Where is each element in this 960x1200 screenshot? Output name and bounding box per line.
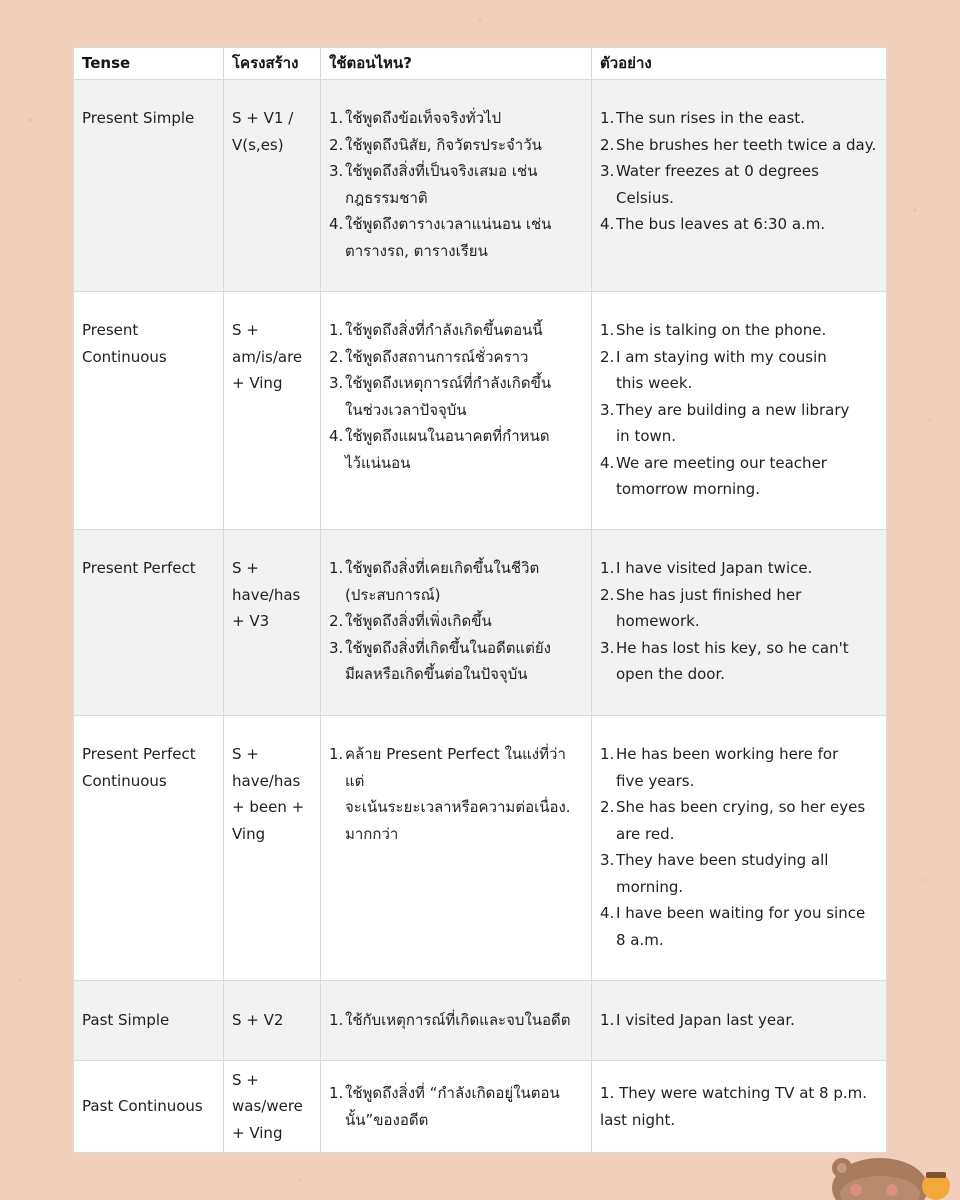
- table-row: [74, 981, 887, 1061]
- list-item-text: ใช้พูดถึงนิสัย, กิจวัตรประจำวัน: [345, 135, 542, 154]
- table-row: [74, 1061, 887, 1153]
- tense-cell: [74, 292, 224, 530]
- list-item-text: ใช้กับเหตุการณ์ที่เกิดและจบในอดีต: [345, 1011, 571, 1030]
- examples-cell: [592, 292, 887, 530]
- list-item-number: 2.: [600, 585, 615, 604]
- list-item-text: ใช้พูดถึงสิ่งที่เพิ่งเกิดขึ้น: [345, 612, 492, 630]
- list-item: [329, 344, 583, 371]
- usage-cell: [321, 530, 592, 716]
- list-item-text: I am staying with my cousin this week.: [616, 347, 827, 392]
- list-item: [600, 132, 878, 159]
- list-item-number: 2.: [600, 798, 615, 816]
- list-item: [600, 105, 878, 132]
- list-item: [600, 582, 878, 635]
- structure-cell: [224, 80, 321, 292]
- list-item-text: She is talking on the phone.: [616, 321, 827, 339]
- list-item: [600, 397, 878, 450]
- list-item-text: Water freezes at 0 degrees Celsius.: [616, 162, 819, 207]
- list-item-text: She brushes her teeth twice a day.: [616, 135, 877, 154]
- list-item-text: The bus leaves at 6:30 a.m.: [616, 215, 826, 233]
- list-item-number: 1.: [329, 1011, 344, 1030]
- examples-cell: [592, 530, 887, 716]
- structure-cell-text: S + V2: [232, 1011, 284, 1030]
- list-item: [329, 105, 583, 132]
- usage-cell: [321, 292, 592, 530]
- tense-cell: [74, 716, 224, 981]
- table-row: [74, 292, 887, 530]
- list-item-number: 2.: [600, 347, 615, 366]
- tense-table: [73, 47, 887, 1153]
- list-item: [600, 1080, 878, 1133]
- list-item-number: 3.: [600, 638, 615, 657]
- list-item-number: 4.: [600, 453, 615, 472]
- list-item-text: She has been crying, so her eyes are red.: [616, 798, 866, 843]
- examples-list: [600, 1080, 878, 1133]
- tense-cell-text: Present Perfect Continuous: [82, 745, 196, 790]
- list-item: [329, 317, 583, 344]
- list-item-number: 3.: [329, 638, 344, 657]
- usage-list: [329, 105, 583, 264]
- list-item: [329, 555, 583, 608]
- list-item: [329, 158, 583, 211]
- list-item: [329, 370, 583, 423]
- list-item-number: 2.: [329, 135, 344, 154]
- list-item-number: 1.: [329, 559, 344, 577]
- list-item-number: 1.: [600, 109, 615, 127]
- list-item-text: He has lost his key, so he can't open the door.: [616, 638, 849, 683]
- list-item-number: 3.: [329, 162, 344, 180]
- list-item: [329, 635, 583, 688]
- list-item-number: 1.: [600, 321, 615, 339]
- list-item: [329, 423, 583, 476]
- list-item-number: 2.: [329, 612, 344, 630]
- structure-cell: [224, 530, 321, 716]
- list-item: [600, 847, 878, 900]
- structure-cell: [224, 1061, 321, 1153]
- list-item-text: ใช้พูดถึงสถานการณ์ชั่วคราว: [345, 347, 529, 366]
- list-item-text: ใช้พูดถึงแผนในอนาคตที่กำหนด ไว้แน่นอน: [345, 427, 550, 472]
- list-item-number: 2.: [600, 135, 615, 154]
- tense-cell: [74, 80, 224, 292]
- usage-cell: [321, 981, 592, 1061]
- list-item-number: 2.: [329, 347, 344, 366]
- examples-cell: [592, 716, 887, 981]
- usage-cell: [321, 716, 592, 981]
- list-item-text: ใช้พูดถึงสิ่งที่กำลังเกิดขึ้นตอนนี้: [345, 321, 543, 339]
- list-item-text: 1. They were watching TV at 8 p.m. last night.: [600, 1084, 868, 1129]
- list-item-number: 1.: [329, 109, 344, 127]
- list-item-number: 3.: [329, 374, 344, 392]
- list-item-text: They have been studying all morning.: [616, 851, 829, 896]
- table-row: [74, 530, 887, 716]
- list-item: [600, 211, 878, 238]
- list-item-text: He has been working here for five years.: [616, 745, 839, 790]
- structure-cell: [224, 981, 321, 1061]
- list-item: [600, 741, 878, 794]
- list-item-text: The sun rises in the east.: [616, 109, 805, 127]
- list-item-number: 1.: [329, 745, 344, 763]
- structure-cell: [224, 292, 321, 530]
- tense-sheet: [73, 47, 886, 1152]
- tense-cell-text: Present Simple: [82, 109, 195, 127]
- list-item: [329, 1007, 583, 1034]
- list-item: [329, 211, 583, 264]
- list-item: [329, 132, 583, 159]
- list-item-text: ใช้พูดถึงสิ่งที่เป็นจริงเสมอ เช่น กฎธรรมชาติ: [345, 162, 538, 207]
- list-item-text: ใช้พูดถึงสิ่งที่เกิดขึ้นในอดีตแต่ยัง มีผลหรือเกิดขึ้นต่อในปัจจุบัน: [345, 638, 551, 683]
- header-tense: Tense: [74, 48, 224, 80]
- list-item-number: 3.: [600, 162, 615, 180]
- header-usage: ใช้ตอนไหน?: [321, 48, 592, 80]
- header-structure: โครงสร้าง: [224, 48, 321, 80]
- list-item: [600, 158, 878, 211]
- list-item-text: ใช้พูดถึงตารางเวลาแน่นอน เช่น ตารางรถ, ตารางเรียน: [345, 215, 552, 260]
- list-item-number: 1.: [329, 1084, 344, 1102]
- list-item-number: 1.: [600, 559, 615, 577]
- tense-cell-text: Past Simple: [82, 1011, 170, 1030]
- usage-list: [329, 1007, 583, 1034]
- list-item: [600, 450, 878, 503]
- list-item: [600, 1007, 878, 1034]
- header-row: [74, 48, 887, 80]
- structure-cell-text: S + have/has + been + Ving: [232, 745, 305, 843]
- list-item: [329, 608, 583, 635]
- usage-list: [329, 741, 583, 847]
- list-item: [600, 794, 878, 847]
- list-item-number: 4.: [329, 215, 344, 233]
- list-item-text: ใช้พูดถึงข้อเท็จจริงทั่วไป: [345, 109, 502, 127]
- tense-cell-text: Past Continuous: [82, 1097, 203, 1116]
- structure-cell-text: S + am/is/are + Ving: [232, 321, 303, 392]
- list-item-number: 3.: [600, 400, 615, 419]
- list-item-number: 1.: [600, 745, 615, 763]
- structure-cell-text: S + was/were + Ving: [232, 1070, 303, 1142]
- list-item-number: 4.: [329, 427, 344, 445]
- list-item: [600, 344, 878, 397]
- usage-list: [329, 555, 583, 688]
- list-item-text: ใช้พูดถึงเหตุการณ์ที่กำลังเกิดขึ้น ในช่วงเวลาปัจจุบัน: [345, 374, 552, 419]
- list-item-text: I have visited Japan twice.: [616, 559, 813, 577]
- usage-cell: [321, 80, 592, 292]
- list-item-text: ใช้พูดถึงสิ่งที่ “กำลังเกิดอยู่ในตอน นั้น”ของอดีต: [345, 1084, 560, 1129]
- list-item: [329, 1080, 583, 1133]
- usage-list: [329, 317, 583, 476]
- list-item-number: 1.: [329, 321, 344, 339]
- list-item-text: I have been waiting for you since 8 a.m.: [616, 904, 866, 949]
- examples-cell: [592, 80, 887, 292]
- list-item-text: They are building a new library in town.: [616, 400, 850, 445]
- examples-list: [600, 1007, 878, 1034]
- header-examples: ตัวอย่าง: [592, 48, 887, 80]
- list-item: [600, 317, 878, 344]
- tense-cell: [74, 530, 224, 716]
- structure-cell: [224, 716, 321, 981]
- tense-cell-text: Present Continuous: [82, 321, 167, 366]
- examples-list: [600, 105, 878, 238]
- list-item-number: 3.: [600, 851, 615, 869]
- list-item: [600, 555, 878, 582]
- table-body: [74, 80, 887, 1153]
- usage-cell: [321, 1061, 592, 1153]
- examples-list: [600, 555, 878, 688]
- list-item-number: 4.: [600, 215, 615, 233]
- usage-list: [329, 1080, 583, 1133]
- list-item-text: I visited Japan last year.: [616, 1011, 795, 1030]
- list-item: [600, 900, 878, 953]
- tense-cell: [74, 1061, 224, 1153]
- bear-mascot-icon: [822, 1138, 952, 1200]
- examples-cell: [592, 981, 887, 1061]
- table-row: [74, 716, 887, 981]
- examples-list: [600, 317, 878, 503]
- list-item-number: 4.: [600, 904, 615, 922]
- list-item-text: ใช้พูดถึงสิ่งที่เคยเกิดขึ้นในชีวิต (ประสบการณ์): [345, 559, 540, 604]
- table-row: [74, 80, 887, 292]
- structure-cell-text: S + V1 / V(s,es): [232, 109, 294, 154]
- list-item: [600, 635, 878, 688]
- examples-list: [600, 741, 878, 953]
- list-item-text: She has just finished her homework.: [616, 585, 802, 630]
- tense-cell-text: Present Perfect: [82, 559, 196, 577]
- list-item: [329, 741, 583, 847]
- list-item-text: คล้าย Present Perfect ในแง่ที่ว่าแต่ จะเน้นระยะเวลาหรือความต่อเนื่อง. มากกว่า: [345, 745, 571, 843]
- list-item-number: 1.: [600, 1011, 615, 1030]
- tense-cell: [74, 981, 224, 1061]
- list-item-text: We are meeting our teacher tomorrow morning.: [616, 453, 827, 498]
- structure-cell-text: S + have/has + V3: [232, 559, 301, 630]
